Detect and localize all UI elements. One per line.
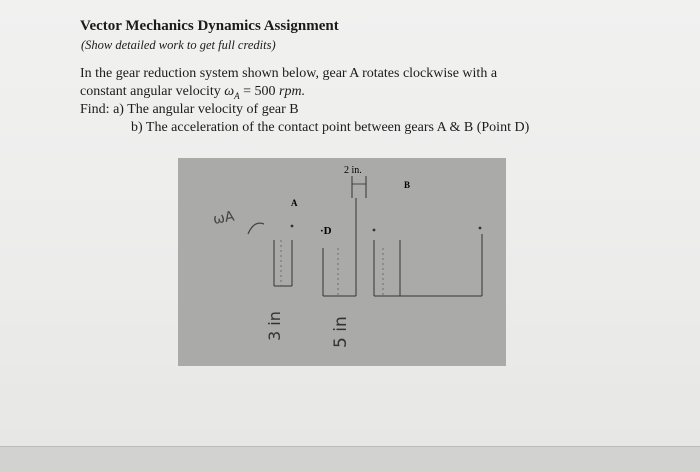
page-bottom-edge xyxy=(0,446,700,472)
assignment-subtitle: (Show detailed work to get full credits) xyxy=(81,38,276,52)
gear-a-label: A xyxy=(291,198,298,208)
point-d-label: ·D xyxy=(320,225,332,237)
problem-line-2 xyxy=(80,84,305,101)
line2-prefix: constant angular velocity xyxy=(80,84,225,99)
gear-a-center xyxy=(291,225,294,228)
find-a: Find: a) The angular velocity of gear B xyxy=(80,102,299,117)
find-b: b) The acceleration of the contact point between gears A & B (Point D) xyxy=(131,120,530,135)
problem-line-1: In the gear reduction system shown below, gear A rotates clockwise with a xyxy=(80,66,498,81)
gear-diagram xyxy=(178,158,506,366)
omega-a-handwritten: ωA xyxy=(211,208,236,228)
line2-value: = 500 xyxy=(239,84,280,99)
gear-diagram-drawing xyxy=(178,158,506,366)
omega-subscript: A xyxy=(234,90,240,101)
rpm-unit: rpm. xyxy=(279,84,306,99)
clockwise-arrow xyxy=(248,223,264,234)
dim-2in-label: 2 in. xyxy=(344,165,362,176)
gear-b-center-mark xyxy=(373,229,376,232)
page-edge-line xyxy=(0,446,700,447)
dim-5in-handwritten: 5 in xyxy=(331,316,351,348)
gear-right-center xyxy=(479,227,482,230)
gear-b-label: B xyxy=(404,180,411,190)
omega-symbol: ω xyxy=(224,84,235,99)
dim-3in-handwritten: 3 in xyxy=(265,311,284,341)
assignment-title: Vector Mechanics Dynamics Assignment xyxy=(80,18,339,34)
